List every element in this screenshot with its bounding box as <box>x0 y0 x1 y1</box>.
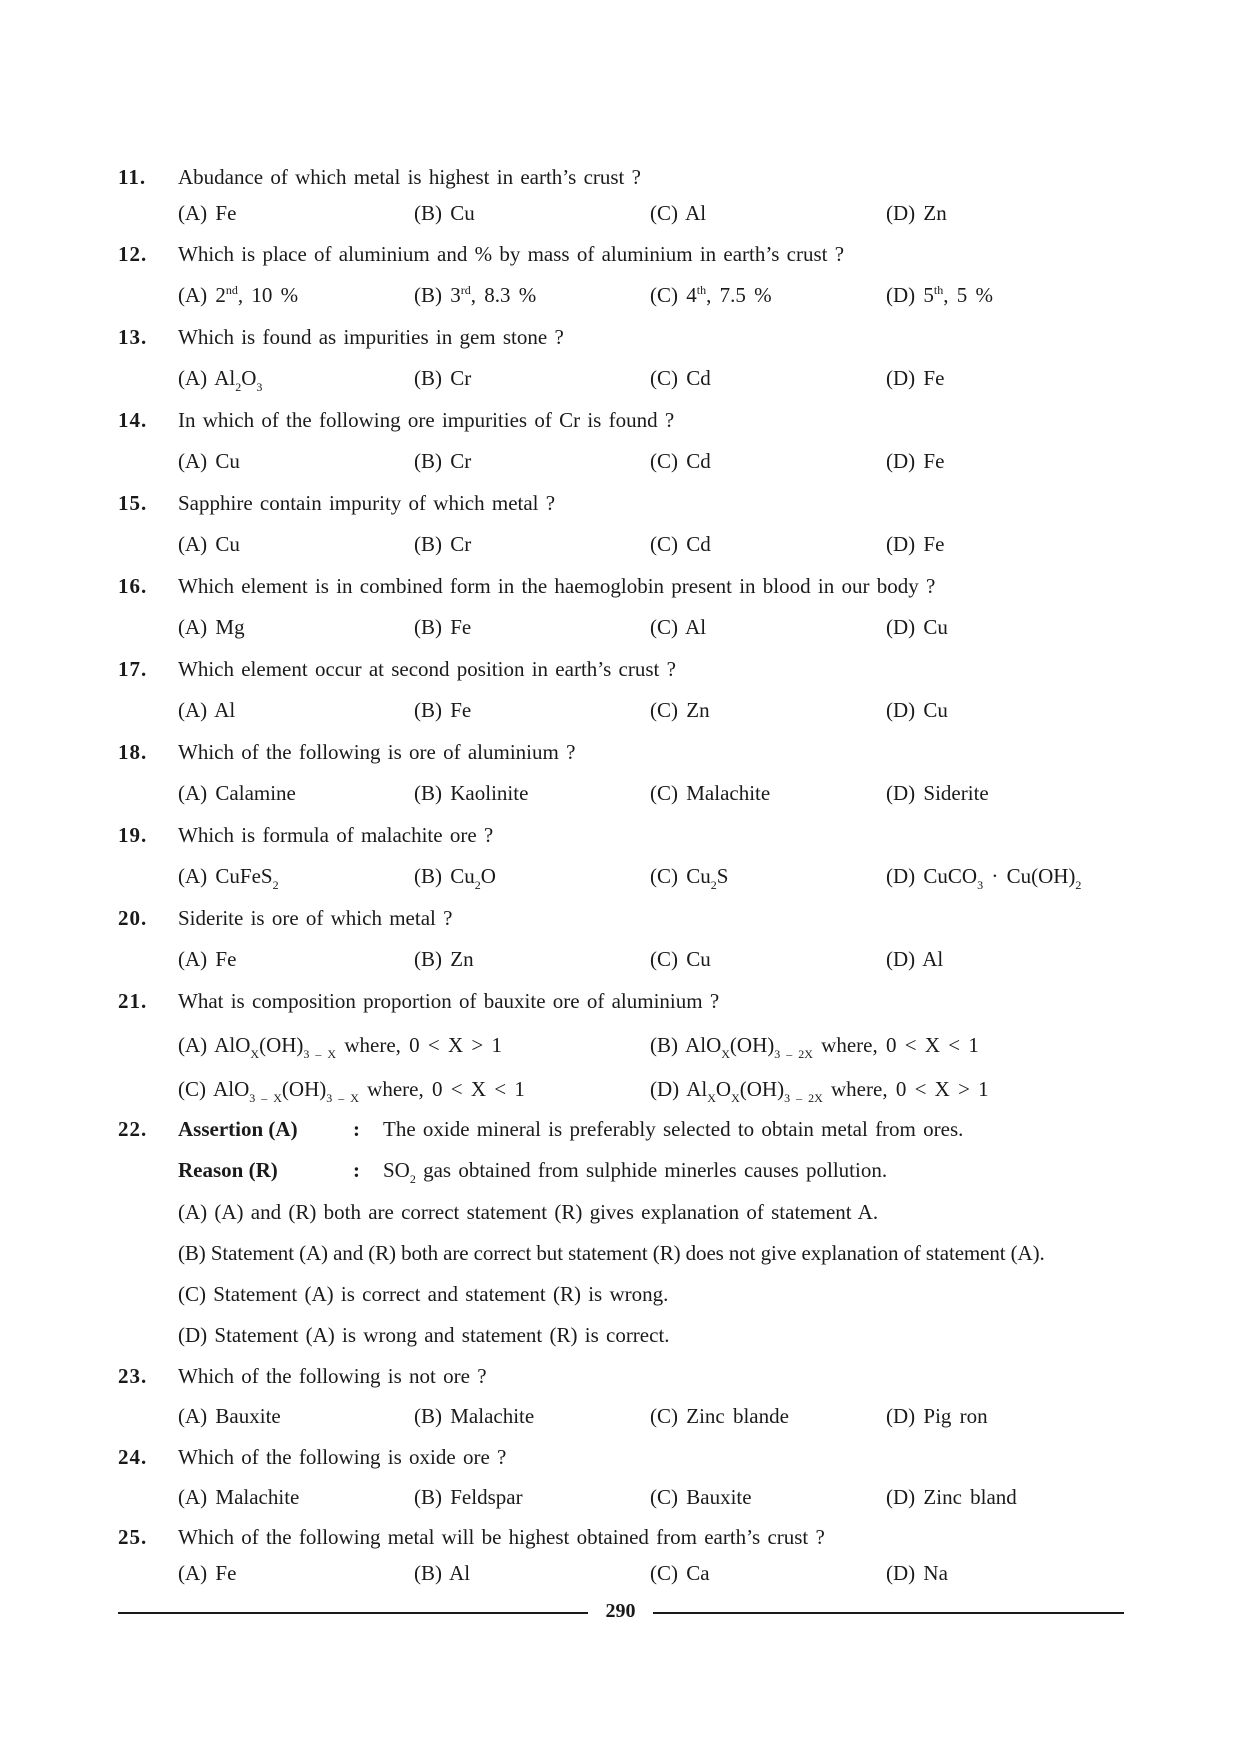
option-b[interactable]: (B) $AlO_X(OH)_{3 - 2X}$ where, 0 < X < 1 <box>650 1033 979 1061</box>
option-d[interactable]: (D) Cu <box>886 698 948 722</box>
option-b[interactable]: (B) 3rd, 8.3 % <box>414 283 537 307</box>
option-c[interactable]: (C) Statement (A) is correct and statement (R) is wrong. <box>178 1282 669 1306</box>
question-number: 18. <box>118 740 148 764</box>
option-d[interactable]: (D) 5th, 5 % <box>886 283 993 307</box>
option-d[interactable]: (D) Zn <box>886 201 947 225</box>
option-d[interactable]: (D) Pig ron <box>886 1404 988 1428</box>
question-number: 19. <box>118 823 148 847</box>
option-a[interactable]: (A) Fe <box>178 947 237 971</box>
option-d[interactable]: (D) Fe <box>886 532 945 556</box>
option-c[interactable]: (C) Zn <box>650 698 710 722</box>
question-text: Which of the following metal will be highest obtained from earth’s crust ? <box>178 1525 825 1549</box>
option-d[interactable]: (D) $Al_XO_X(OH)_{3 - 2X}$ where, 0 < X > 1 <box>650 1077 989 1105</box>
option-a[interactable]: (A) Bauxite <box>178 1404 281 1428</box>
option-a[interactable]: (A) 2nd, 10 % <box>178 283 299 307</box>
option-a[interactable]: (A) (A) and (R) both are correct statement (R) gives explanation of statement A. <box>178 1200 879 1224</box>
question-number: 23. <box>118 1364 148 1388</box>
question-number: 17. <box>118 657 148 681</box>
assertion-colon: : <box>353 1117 360 1141</box>
reason-text: $SO_2$ gas obtained from sulphide minerles causes pollution. <box>383 1158 888 1186</box>
question-text: Which element occur at second position in earth’s crust ? <box>178 657 676 681</box>
option-d[interactable]: (D) Zinc bland <box>886 1485 1017 1509</box>
option-b[interactable]: (B) Statement (A) and (R) both are correct but statement (R) does not give explanation of statement (A). <box>178 1241 1045 1265</box>
option-c[interactable]: (C) Ca <box>650 1561 710 1585</box>
question-text: Siderite is ore of which metal ? <box>178 906 453 930</box>
page-number: 290 <box>605 1600 636 1622</box>
question-number: 22. <box>118 1117 148 1141</box>
option-c[interactable]: (C) Cd <box>650 449 711 473</box>
question-number: 21. <box>118 989 148 1013</box>
option-a[interactable]: (A) Fe <box>178 1561 237 1585</box>
footer-rule-left <box>118 1612 588 1614</box>
question-text: What is composition proportion of bauxite ore of aluminium ? <box>178 989 720 1013</box>
question-number: 13. <box>118 325 148 349</box>
option-c[interactable]: (C) $Cu_2S$ <box>650 864 729 892</box>
option-a[interactable]: (A) Malachite <box>178 1485 300 1509</box>
question-text: Abudance of which metal is highest in earth’s crust ? <box>178 165 641 189</box>
option-a[interactable]: (A) Cu <box>178 449 240 473</box>
question-number: 16. <box>118 574 148 598</box>
page-footer <box>118 1598 1124 1628</box>
option-d[interactable]: (D) Siderite <box>886 781 989 805</box>
option-a[interactable]: (A) Cu <box>178 532 240 556</box>
assertion-text: The oxide mineral is preferably selected to obtain metal from ores. <box>383 1117 964 1141</box>
option-c[interactable]: (C) Al <box>650 615 707 639</box>
option-c[interactable]: (C) Al <box>650 201 707 225</box>
option-d[interactable]: (D) Al <box>886 947 944 971</box>
option-a[interactable]: (A) $AlO_X(OH)_{3 - X}$ where, 0 < X > 1 <box>178 1033 502 1061</box>
option-b[interactable]: (B) Cr <box>414 366 472 390</box>
option-b[interactable]: (B) Cu <box>414 201 475 225</box>
option-c[interactable]: (C) Malachite <box>650 781 771 805</box>
assertion-label: Assertion (A) <box>178 1117 298 1141</box>
option-a[interactable]: (A) Calamine <box>178 781 296 805</box>
option-c[interactable]: (C) Cu <box>650 947 711 971</box>
question-number: 11. <box>118 165 147 189</box>
question-text: In which of the following ore impurities of Cr is found ? <box>178 408 675 432</box>
footer-rule-right <box>653 1612 1124 1614</box>
question-text: Sapphire contain impurity of which metal ? <box>178 491 556 515</box>
option-c[interactable]: (C) $AlO_{3 - X}(OH)_{3 - X}$ where, 0 < X < 1 <box>178 1077 525 1105</box>
question-number: 20. <box>118 906 148 930</box>
option-d[interactable]: (D) CuCO$_3$ · $Cu(OH)_2$ <box>886 864 1082 892</box>
question-text: Which of the following is not ore ? <box>178 1364 487 1388</box>
option-c[interactable]: (C) Cd <box>650 532 711 556</box>
option-b[interactable]: (B) Cr <box>414 449 472 473</box>
question-number: 14. <box>118 408 148 432</box>
option-d[interactable]: (D) Na <box>886 1561 948 1585</box>
question-text: Which is formula of malachite ore ? <box>178 823 494 847</box>
option-b[interactable]: (B) Fe <box>414 615 472 639</box>
option-b[interactable]: (B) Al <box>414 1561 471 1585</box>
option-a[interactable]: (A) Fe <box>178 201 237 225</box>
option-d[interactable]: (D) Fe <box>886 449 945 473</box>
option-d[interactable]: (D) Statement (A) is wrong and statement (R) is correct. <box>178 1323 670 1347</box>
option-b[interactable]: (B) Fe <box>414 698 472 722</box>
option-b[interactable]: (B) Kaolinite <box>414 781 529 805</box>
option-a[interactable]: (A) Mg <box>178 615 245 639</box>
option-d[interactable]: (D) Fe <box>886 366 945 390</box>
option-c[interactable]: (C) Cd <box>650 366 711 390</box>
option-b[interactable]: (B) Zn <box>414 947 474 971</box>
option-c[interactable]: (C) Bauxite <box>650 1485 752 1509</box>
option-b[interactable]: (B) Cr <box>414 532 472 556</box>
option-a[interactable]: (A) Al <box>178 698 236 722</box>
option-c[interactable]: (C) Zinc blande <box>650 1404 789 1428</box>
question-text: Which is found as impurities in gem stone ? <box>178 325 564 349</box>
question-text: Which is place of aluminium and % by mass of aluminium in earth’s crust ? <box>178 242 845 266</box>
option-a[interactable]: (A) CuFeS$_2$ <box>178 864 279 892</box>
reason-colon: : <box>353 1158 360 1182</box>
question-number: 15. <box>118 491 148 515</box>
option-a[interactable]: (A) $Al_2O_3$ <box>178 366 263 394</box>
question-text: Which of the following is oxide ore ? <box>178 1445 507 1469</box>
option-d[interactable]: (D) Cu <box>886 615 948 639</box>
question-number: 12. <box>118 242 148 266</box>
option-b[interactable]: (B) Malachite <box>414 1404 535 1428</box>
reason-label: Reason (R) <box>178 1158 278 1182</box>
question-text: Which element is in combined form in the haemoglobin present in blood in our body ? <box>178 574 936 598</box>
question-number: 25. <box>118 1525 148 1549</box>
option-b[interactable]: (B) Feldspar <box>414 1485 523 1509</box>
question-number: 24. <box>118 1445 148 1469</box>
option-b[interactable]: (B) $Cu_2O$ <box>414 864 496 892</box>
question-text: Which of the following is ore of aluminium ? <box>178 740 576 764</box>
option-c[interactable]: (C) 4th, 7.5 % <box>650 283 772 307</box>
